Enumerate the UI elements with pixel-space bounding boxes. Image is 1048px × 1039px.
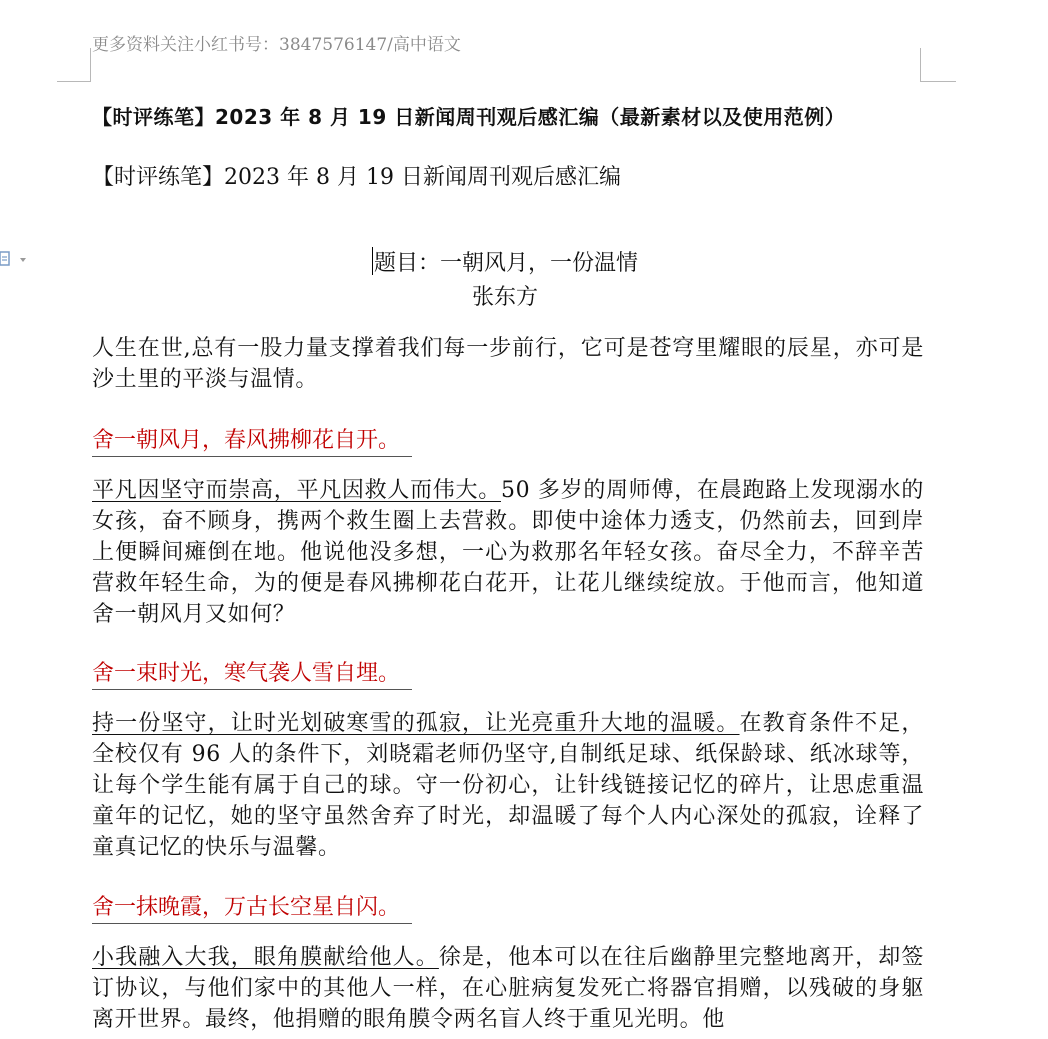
section-body-3: 徐是，他本可以在往后幽静里完整地离开，却签订协议，与他们家中的其他人一样，在心脏病复发死亡将器官捐赠，以残破的身躯离开世界。最终，他捐赠的眼角膜令两名盲人终于重见光明。他 [92,945,924,1032]
section-paragraph-2 [92,708,924,863]
section-body-2: 在教育条件不足，全校仅有 96 人的条件下，刘晓霜老师仍坚守,自制纸足球、纸保龄球、纸冰球等，让每个学生能有属于自己的球。守一份初心，让针线链接记忆的碎片，让思虑重温童年的记忆，她的坚守虽然舍弃了时光，却温暖了每个人内心深处的孤寂，诠释了童真记忆的快乐与温馨。 [92,711,924,860]
margin-corner-mark-right [920,48,956,82]
document-title: 【时评练笔】2023 年 8 月 19 日新闻周刊观后感汇编（最新素材以及使用范例） [92,105,846,129]
section-paragraph-1 [92,475,924,630]
section-heading-2: 舍一束时光，寒气袭人雪自埋。 [92,656,412,690]
essay-title-text: 题目：一朝风月，一份温情 [373,251,638,276]
section-lead-3: 小我融入大我，眼角膜献给他人。 [92,945,439,970]
margin-corner-mark-left [57,48,91,82]
paste-options-icon[interactable] [0,249,30,269]
section-body-1: 50 多岁的周师傅，在晨跑路上发现溺水的女孩，奋不顾身，携两个救生圈上去营救。即使中途体力透支，仍然前去，回到岸上便瞬间瘫倒在地。他说他没多想，一心为救那名年轻女孩。奋尽全力，不辞辛苦营救年轻生命，为的便是春风拂柳花白花开，让花儿继续绽放。于他而言，他知道舍一朝风月又如何？ [92,478,924,627]
header-note: 更多资料关注小红书号：3847576147/高中语文 [92,35,461,55]
section-heading-3: 舍一抹晚霞，万古长空星自闪。 [92,890,412,924]
intro-paragraph: 人生在世,总有一股力量支撑着我们每一步前行，它可是苍穹里耀眼的辰星，亦可是沙土里的平淡与温情。 [92,336,924,392]
text-cursor [372,247,373,275]
essay-title [92,246,918,277]
document-subtitle: 【时评练笔】2023 年 8 月 19 日新闻周刊观后感汇编 [92,165,621,190]
section-lead-2: 持一份坚守，让时光划破寒雪的孤寂，让光亮重升大地的温暖。 [92,711,740,736]
essay-author: 张东方 [471,285,538,310]
section-heading-1: 舍一朝风月，春风拂柳花自开。 [92,423,412,457]
section-lead-1: 平凡因坚守而崇高，平凡因救人而伟大。 [92,478,501,503]
section-paragraph-3 [92,942,924,1035]
